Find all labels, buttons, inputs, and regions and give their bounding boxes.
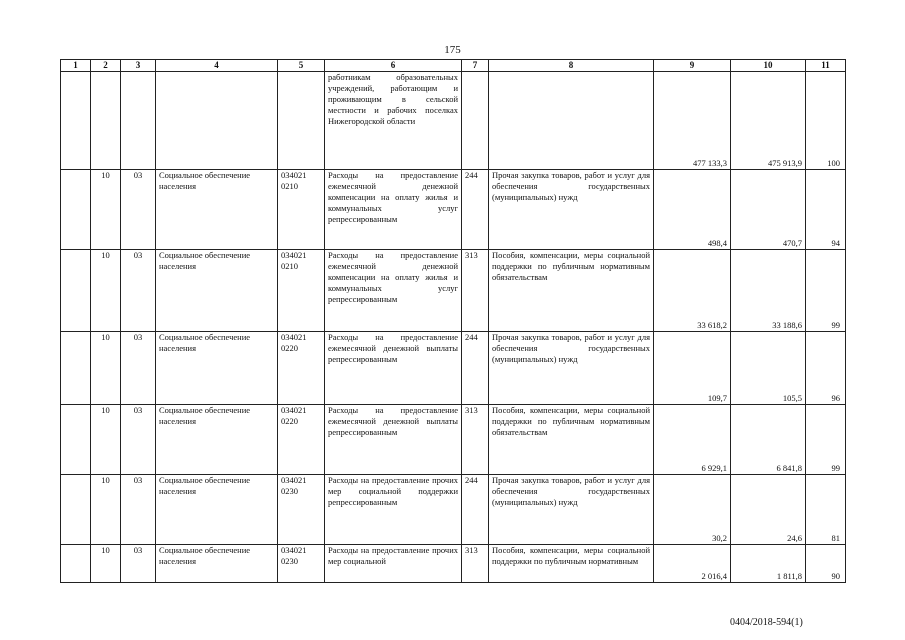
cell-expense-type-name: Пособия, компенсации, меры социальной поддержки по публичным нормативным обязательствам bbox=[489, 250, 654, 332]
cell-execution-percent: 94 bbox=[806, 170, 846, 250]
cell-executed-amount: 33 188,6 bbox=[731, 250, 806, 332]
table-row bbox=[61, 332, 846, 405]
budget-table-container bbox=[60, 59, 845, 583]
target-code-part-1: 034021 bbox=[281, 405, 307, 415]
cell-subsection bbox=[121, 72, 156, 170]
cell-section: 10 bbox=[91, 475, 121, 545]
cell-col-1 bbox=[61, 72, 91, 170]
header-cell: 2 bbox=[91, 60, 121, 72]
header-cell: 1 bbox=[61, 60, 91, 72]
cell-section: 10 bbox=[91, 170, 121, 250]
cell-expense-description: Расходы на предоставление прочих мер социальной bbox=[325, 545, 462, 583]
cell-planned-amount: 477 133,3 bbox=[654, 72, 731, 170]
cell-col-1 bbox=[61, 475, 91, 545]
table-body bbox=[61, 72, 846, 583]
header-cell: 11 bbox=[806, 60, 846, 72]
cell-target-code bbox=[278, 72, 325, 170]
target-code-part-2: 0210 bbox=[281, 181, 298, 191]
cell-expense-type-name: Прочая закупка товаров, работ и услуг для обеспечения государственных (муниципальных) нужд bbox=[489, 170, 654, 250]
cell-target-code bbox=[278, 332, 325, 405]
cell-col-1 bbox=[61, 250, 91, 332]
cell-section: 10 bbox=[91, 332, 121, 405]
cell-execution-percent: 96 bbox=[806, 332, 846, 405]
cell-expense-description: Расходы на предоставление ежемесячной денежной компенсации на оплату жилья и коммунальных услуг репрессированным bbox=[325, 250, 462, 332]
header-cell: 10 bbox=[731, 60, 806, 72]
cell-planned-amount: 33 618,2 bbox=[654, 250, 731, 332]
document-code: 0404/2018-594(1) bbox=[730, 617, 803, 628]
cell-section-name: Социальное обеспечение населения bbox=[156, 475, 278, 545]
cell-expense-type-name bbox=[489, 72, 654, 170]
table-row bbox=[61, 405, 846, 475]
cell-planned-amount: 2 016,4 bbox=[654, 545, 731, 583]
cell-section-name: Социальное обеспечение населения bbox=[156, 405, 278, 475]
target-code-part-2: 0210 bbox=[281, 261, 298, 271]
cell-execution-percent: 100 bbox=[806, 72, 846, 170]
cell-section: 10 bbox=[91, 250, 121, 332]
cell-subsection: 03 bbox=[121, 250, 156, 332]
cell-expense-type-code: 244 bbox=[462, 332, 489, 405]
table-row bbox=[61, 170, 846, 250]
cell-execution-percent: 99 bbox=[806, 405, 846, 475]
target-code-part-1: 034021 bbox=[281, 475, 307, 485]
cell-section-name: Социальное обеспечение населения bbox=[156, 332, 278, 405]
cell-planned-amount: 30,2 bbox=[654, 475, 731, 545]
budget-table bbox=[60, 59, 846, 583]
cell-expense-type-code bbox=[462, 72, 489, 170]
cell-executed-amount: 24,6 bbox=[731, 475, 806, 545]
cell-expense-type-code: 313 bbox=[462, 405, 489, 475]
cell-target-code bbox=[278, 405, 325, 475]
cell-subsection: 03 bbox=[121, 475, 156, 545]
cell-section: 10 bbox=[91, 405, 121, 475]
target-code-part-2: 0220 bbox=[281, 343, 298, 353]
cell-execution-percent: 99 bbox=[806, 250, 846, 332]
header-row bbox=[61, 60, 846, 72]
page-number: 175 bbox=[444, 44, 461, 56]
cell-expense-type-name: Пособия, компенсации, меры социальной поддержки по публичным нормативным bbox=[489, 545, 654, 583]
cell-subsection: 03 bbox=[121, 332, 156, 405]
cell-expense-type-code: 313 bbox=[462, 250, 489, 332]
cell-col-1 bbox=[61, 545, 91, 583]
header-cell: 7 bbox=[462, 60, 489, 72]
table-row bbox=[61, 545, 846, 583]
cell-section bbox=[91, 72, 121, 170]
cell-target-code bbox=[278, 475, 325, 545]
cell-section-name: Социальное обеспечение населения bbox=[156, 545, 278, 583]
cell-expense-description: Расходы на предоставление ежемесячной денежной выплаты репрессированным bbox=[325, 405, 462, 475]
target-code-part-1: 034021 bbox=[281, 545, 307, 555]
cell-expense-type-name: Пособия, компенсации, меры социальной поддержки по публичным нормативным обязательствам bbox=[489, 405, 654, 475]
target-code-part-1: 034021 bbox=[281, 170, 307, 180]
header-cell: 8 bbox=[489, 60, 654, 72]
cell-subsection: 03 bbox=[121, 545, 156, 583]
target-code-part-1: 034021 bbox=[281, 332, 307, 342]
header-cell: 3 bbox=[121, 60, 156, 72]
cell-expense-description: Расходы на предоставление ежемесячной денежной компенсации на оплату жилья и коммунальных услуг репрессированным bbox=[325, 170, 462, 250]
cell-expense-type-code: 244 bbox=[462, 475, 489, 545]
cell-section-name: Социальное обеспечение населения bbox=[156, 250, 278, 332]
cell-expense-type-name: Прочая закупка товаров, работ и услуг для обеспечения государственных (муниципальных) нужд bbox=[489, 332, 654, 405]
cell-subsection: 03 bbox=[121, 405, 156, 475]
cell-col-1 bbox=[61, 332, 91, 405]
cell-executed-amount: 105,5 bbox=[731, 332, 806, 405]
target-code-part-2: 0220 bbox=[281, 416, 298, 426]
cell-expense-type-code: 313 bbox=[462, 545, 489, 583]
cell-expense-description: работникам образовательных учреждений, работающим и проживающим в сельской местности и рабочих поселках Нижегородской области bbox=[325, 72, 462, 170]
cell-planned-amount: 6 929,1 bbox=[654, 405, 731, 475]
cell-planned-amount: 109,7 bbox=[654, 332, 731, 405]
cell-planned-amount: 498,4 bbox=[654, 170, 731, 250]
target-code-part-2: 0230 bbox=[281, 486, 298, 496]
target-code-part-2: 0230 bbox=[281, 556, 298, 566]
cell-section-name bbox=[156, 72, 278, 170]
header-cell: 6 bbox=[325, 60, 462, 72]
target-code-part-1: 034021 bbox=[281, 250, 307, 260]
cell-executed-amount: 1 811,8 bbox=[731, 545, 806, 583]
cell-executed-amount: 470,7 bbox=[731, 170, 806, 250]
cell-expense-description: Расходы на предоставление ежемесячной денежной выплаты репрессированным bbox=[325, 332, 462, 405]
cell-target-code bbox=[278, 170, 325, 250]
cell-execution-percent: 90 bbox=[806, 545, 846, 583]
table-row bbox=[61, 72, 846, 170]
table-row bbox=[61, 250, 846, 332]
cell-executed-amount: 6 841,8 bbox=[731, 405, 806, 475]
table-row bbox=[61, 475, 846, 545]
cell-col-1 bbox=[61, 405, 91, 475]
cell-target-code bbox=[278, 545, 325, 583]
cell-expense-description: Расходы на предоставление прочих мер социальной поддержки репрессированным bbox=[325, 475, 462, 545]
cell-section-name: Социальное обеспечение населения bbox=[156, 170, 278, 250]
cell-section: 10 bbox=[91, 545, 121, 583]
header-cell: 4 bbox=[156, 60, 278, 72]
header-cell: 9 bbox=[654, 60, 731, 72]
cell-executed-amount: 475 913,9 bbox=[731, 72, 806, 170]
cell-expense-type-name: Прочая закупка товаров, работ и услуг для обеспечения государственных (муниципальных) нужд bbox=[489, 475, 654, 545]
cell-expense-type-code: 244 bbox=[462, 170, 489, 250]
header-cell: 5 bbox=[278, 60, 325, 72]
cell-execution-percent: 81 bbox=[806, 475, 846, 545]
cell-col-1 bbox=[61, 170, 91, 250]
cell-target-code bbox=[278, 250, 325, 332]
cell-subsection: 03 bbox=[121, 170, 156, 250]
